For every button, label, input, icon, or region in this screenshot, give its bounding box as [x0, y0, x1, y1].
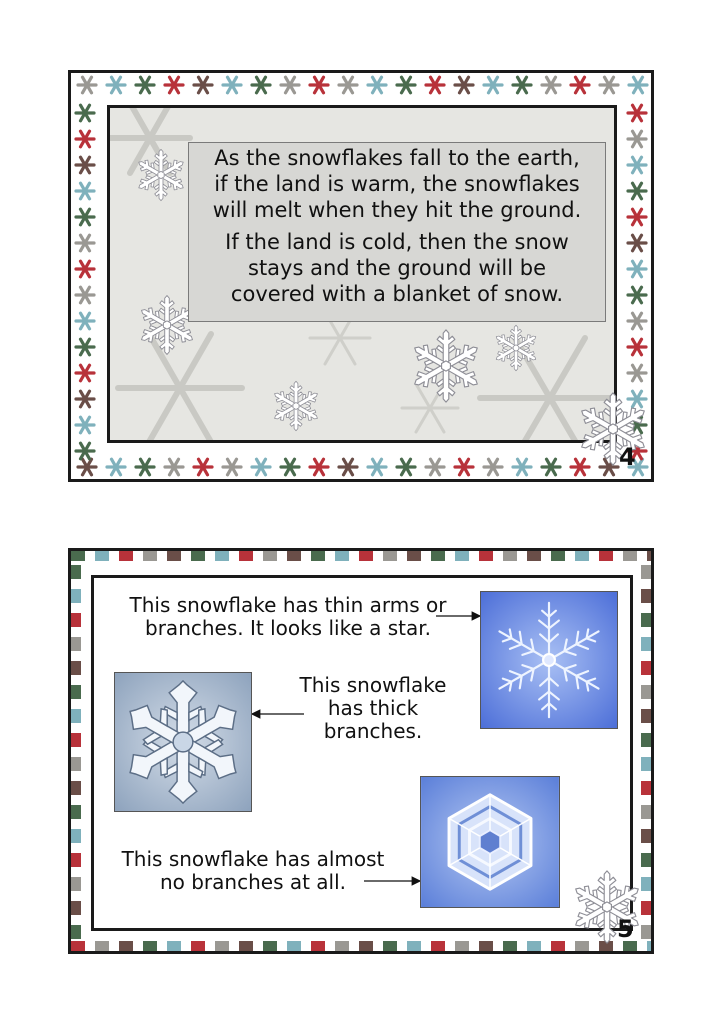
- border-tile: [167, 551, 181, 561]
- snowflake-icon: [270, 380, 322, 432]
- page-number: 5: [617, 915, 634, 943]
- border-tile: [641, 709, 651, 723]
- card-5-panel: [91, 575, 633, 931]
- border-tile: [95, 551, 109, 561]
- border-tile: [191, 941, 205, 951]
- border-snowflake: [76, 105, 94, 121]
- border-snowflake: [426, 459, 444, 475]
- border-snowflake: [165, 459, 183, 475]
- border-snowflake: [223, 459, 241, 475]
- border-tile: [71, 685, 81, 699]
- border-tile: [71, 613, 81, 627]
- border-snowflake: [76, 313, 94, 329]
- border-tile: [71, 709, 81, 723]
- border-tile: [71, 901, 81, 915]
- border-snowflake: [76, 365, 94, 381]
- border-snowflake: [78, 77, 96, 93]
- border-tile: [527, 941, 541, 951]
- border-tile: [641, 853, 651, 867]
- border-tile: [641, 661, 651, 675]
- border-tile: [311, 551, 325, 561]
- border-snowflake: [628, 261, 646, 277]
- border-snowflake: [455, 77, 473, 93]
- border-tile: [143, 941, 157, 951]
- border-snowflake: [628, 105, 646, 121]
- border-tile: [191, 551, 205, 561]
- border-snowflake: [281, 77, 299, 93]
- border-tile: [503, 551, 517, 561]
- snowflake-photo: [420, 776, 560, 908]
- border-tile: [431, 551, 445, 561]
- border-snowflake: [628, 339, 646, 355]
- border-snowflake: [252, 459, 270, 475]
- border-snowflake: [397, 459, 415, 475]
- border-tile: [335, 551, 349, 561]
- border-tile: [383, 941, 397, 951]
- border-snowflake: [600, 77, 618, 93]
- border-snowflake: [76, 235, 94, 251]
- border-snowflake: [76, 261, 94, 277]
- border-snowflake: [484, 459, 502, 475]
- snowflake-photo: [114, 672, 252, 812]
- border-snowflake: [194, 77, 212, 93]
- border-tile: [641, 829, 651, 843]
- border-snowflake: [484, 77, 502, 93]
- border-snowflake: [629, 77, 647, 93]
- snowflake-icon: [408, 328, 484, 404]
- border-tile: [143, 551, 157, 561]
- border-snowflake: [628, 131, 646, 147]
- border-snowflake: [223, 77, 241, 93]
- border-snowflake: [368, 77, 386, 93]
- border-snowflake: [628, 209, 646, 225]
- snowflake-photo: [480, 591, 618, 729]
- border-tile: [383, 551, 397, 561]
- border-tile: [95, 941, 109, 951]
- border-tile: [527, 551, 541, 561]
- border-tile: [335, 941, 349, 951]
- border-snowflake: [107, 77, 125, 93]
- border-snowflake: [76, 209, 94, 225]
- border-snowflake: [76, 157, 94, 173]
- border-snowflake: [628, 157, 646, 173]
- border-tile: [359, 941, 373, 951]
- border-tile: [71, 853, 81, 867]
- border-snowflake: [339, 77, 357, 93]
- border-tile: [287, 941, 301, 951]
- caption-no-branches: This snowflake has almost no branches at all.: [121, 847, 385, 894]
- page-number: 4: [619, 443, 636, 471]
- snowflake-icon: [492, 324, 540, 372]
- border-snowflake: [78, 459, 96, 475]
- story-text-box: [188, 142, 606, 322]
- border-tile: [71, 781, 81, 795]
- border-tile: [71, 805, 81, 819]
- border-snowflake: [571, 77, 589, 93]
- border-snowflake: [426, 77, 444, 93]
- border-tile: [359, 551, 373, 561]
- border-tile: [71, 589, 81, 603]
- border-tile: [575, 551, 589, 561]
- border-tile: [641, 805, 651, 819]
- border-snowflake: [542, 459, 560, 475]
- border-tile: [599, 551, 613, 561]
- border-tile: [71, 661, 81, 675]
- border-tile: [551, 551, 565, 561]
- border-tile: [71, 941, 85, 951]
- border-tile: [641, 733, 651, 747]
- border-snowflake: [310, 77, 328, 93]
- snowflake-icon: [134, 148, 188, 202]
- border-tile: [641, 613, 651, 627]
- border-tile: [119, 551, 133, 561]
- border-tile: [455, 941, 469, 951]
- border-snowflake: [397, 77, 415, 93]
- border-tile: [71, 565, 81, 579]
- border-snowflake: [281, 459, 299, 475]
- border-tile: [641, 781, 651, 795]
- border-snowflake: [513, 77, 531, 93]
- border-tile: [71, 733, 81, 747]
- border-snowflake: [76, 443, 94, 459]
- border-tile: [239, 941, 253, 951]
- paragraph-warm-land: As the snowflakes fall to the earth, if the land is warm, the snowflakes will melt when they hit the ground.: [212, 146, 582, 222]
- border-snowflake: [76, 131, 94, 147]
- paragraph-cold-land: If the land is cold, then the snow stays and the ground will be covered with a blanket of snow.: [225, 230, 569, 306]
- border-snowflake: [368, 459, 386, 475]
- border-tile: [263, 551, 277, 561]
- border-tile: [455, 551, 469, 561]
- border-tile: [503, 941, 517, 951]
- border-tile: [239, 551, 253, 561]
- border-snowflake: [136, 77, 154, 93]
- border-snowflake: [76, 339, 94, 355]
- snowflake-icon: [575, 391, 651, 467]
- border-tile: [647, 551, 651, 561]
- border-snowflake: [542, 77, 560, 93]
- border-snowflake: [628, 313, 646, 329]
- border-tile: [479, 551, 493, 561]
- border-snowflake: [76, 287, 94, 303]
- border-snowflake: [76, 183, 94, 199]
- border-snowflake: [76, 417, 94, 433]
- card-page-4: [68, 70, 654, 482]
- border-snowflake: [107, 459, 125, 475]
- border-tile: [311, 941, 325, 951]
- border-snowflake: [136, 459, 154, 475]
- border-tile: [641, 637, 651, 651]
- border-tile: [167, 941, 181, 951]
- border-tile: [647, 941, 651, 951]
- border-snowflake: [76, 391, 94, 407]
- card-page-5: [68, 548, 654, 954]
- border-tile: [431, 941, 445, 951]
- border-tile: [119, 941, 133, 951]
- border-tile: [641, 589, 651, 603]
- border-tile: [215, 941, 229, 951]
- border-tile: [623, 551, 637, 561]
- border-tile: [71, 637, 81, 651]
- border-tile: [479, 941, 493, 951]
- border-snowflake: [310, 459, 328, 475]
- border-snowflake: [165, 77, 183, 93]
- border-tile: [551, 941, 565, 951]
- border-tile: [641, 565, 651, 579]
- border-snowflake: [252, 77, 270, 93]
- border-tile: [407, 941, 421, 951]
- border-snowflake: [339, 459, 357, 475]
- caption-thick-branches: This snowflake has thick branches.: [299, 673, 447, 743]
- border-tile: [263, 941, 277, 951]
- border-tile: [71, 925, 81, 939]
- border-tile: [215, 551, 229, 561]
- border-snowflake: [628, 287, 646, 303]
- border-snowflake: [628, 183, 646, 199]
- caption-thin-arms: This snowflake has thin arms or branches. It looks like a star.: [129, 593, 447, 640]
- border-tile: [641, 685, 651, 699]
- border-tile: [407, 551, 421, 561]
- border-snowflake: [628, 365, 646, 381]
- border-snowflake: [194, 459, 212, 475]
- border-tile: [71, 829, 81, 843]
- border-snowflake: [455, 459, 473, 475]
- border-tile: [71, 877, 81, 891]
- card-4-panel: [107, 105, 617, 443]
- border-tile: [287, 551, 301, 561]
- border-tile: [641, 757, 651, 771]
- border-snowflake: [628, 235, 646, 251]
- border-snowflake: [513, 459, 531, 475]
- border-tile: [71, 551, 85, 561]
- border-tile: [71, 757, 81, 771]
